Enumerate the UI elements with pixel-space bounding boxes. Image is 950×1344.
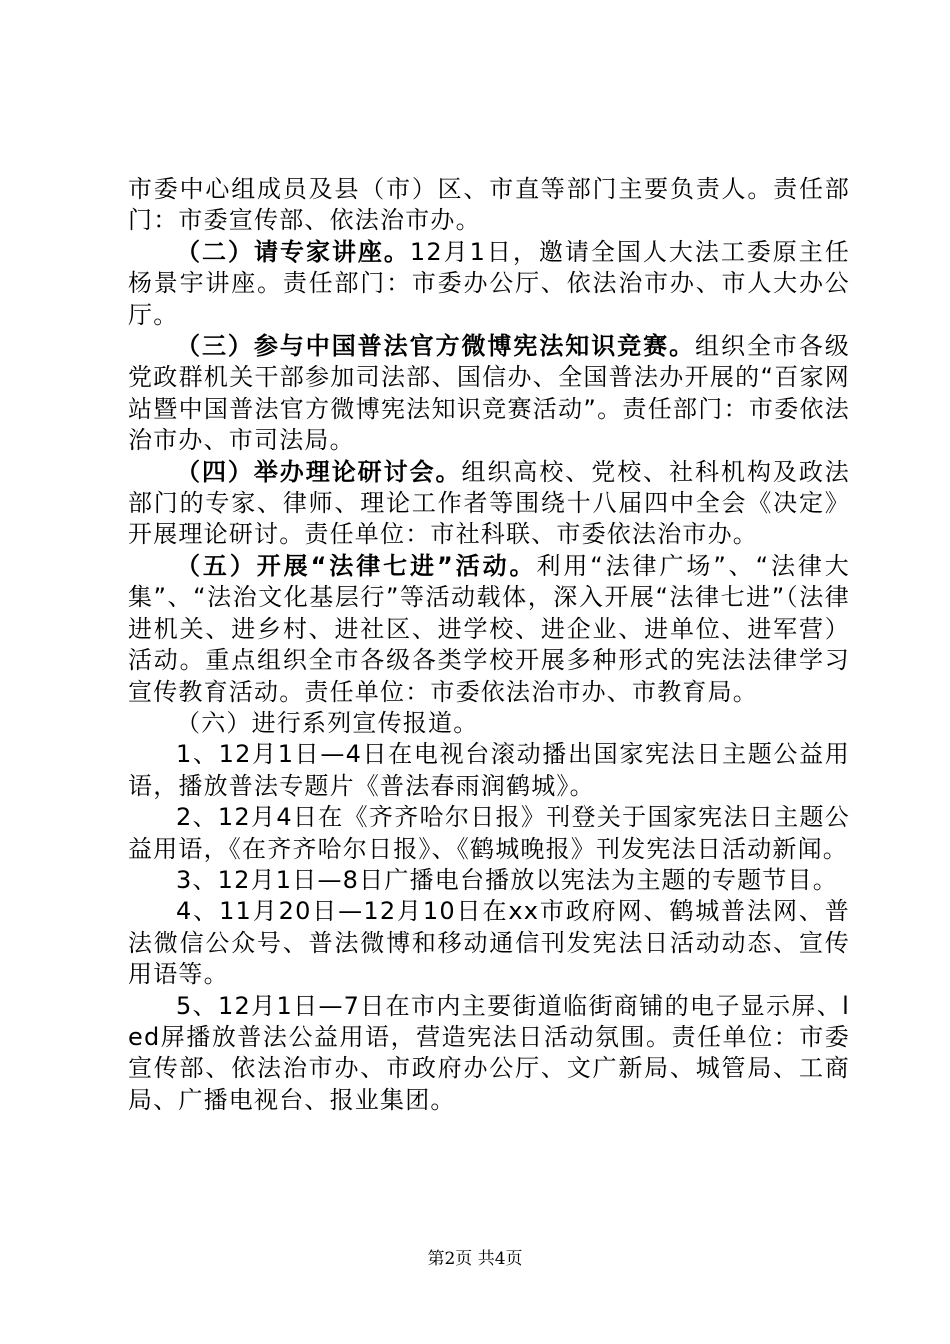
paragraph-5 [128, 551, 850, 708]
paragraph-8-text: 2、12月4日在《齐齐哈尔日报》刊登关于国家宪法日主题公益用语，《在齐齐哈尔日报》、《鹤城晚报》刊发宪法日活动新闻。 [128, 803, 850, 863]
paragraph-7-text: 1、12月1日—4日在电视台滚动播出国家宪法日主题公益用语，播放普法专题片《普法春雨润鹤城》。 [128, 740, 850, 800]
paragraph-11 [128, 991, 850, 1117]
page-number-footer: 第2页 共4页 [427, 1249, 523, 1269]
paragraph-3-heading: （三）参与中国普法官方微博宪法知识竞赛。 [176, 332, 696, 361]
paragraph-6 [128, 708, 850, 739]
paragraph-2 [128, 237, 850, 331]
paragraph-2-text: 12月1日，邀请全国人大法工委原主任杨景宇讲座。责任部门：市委办公厅、依法治市办、市人大办公厅。 [128, 237, 850, 329]
document-body [128, 174, 850, 1116]
paragraph-6-text: （六）进行系列宣传报道。 [176, 708, 479, 737]
paragraph-1-text: 市委中心组成员及县（市）区、市直等部门主要负责人。责任部门：市委宣传部、依法治市办。 [128, 175, 850, 235]
paragraph-10 [128, 896, 850, 990]
paragraph-3-text: 组织全市各级党政群机关干部参加司法部、国信办、全国普法办开展的“百家网站暨中国普法官方微博宪法知识竞赛活动”。责任部门：市委依法治市办、市司法局。 [128, 332, 851, 455]
paragraph-4 [128, 457, 850, 551]
paragraph-4-text: 组织高校、党校、社科机构及政法部门的专家、律师、理论工作者等围绕十八届四中全会《决定》开展理论研讨。责任单位：市社科联、市委依法治市办。 [128, 457, 851, 549]
paragraph-9-text: 3、12月1日—8日广播电台播放以宪法为主题的专题节目。 [176, 865, 838, 894]
paragraph-9 [128, 865, 850, 896]
paragraph-2-heading: （二）请专家讲座。 [176, 237, 410, 266]
paragraph-4-heading: （四）举办理论研讨会。 [176, 457, 462, 486]
paragraph-10-text: 4、11月20日—12月10日在xx市政府网、鹤城普法网、普法微信公众号、普法微博和移动通信刊发宪法日活动动态、宣传用语等。 [128, 897, 850, 989]
paragraph-3 [128, 331, 850, 457]
paragraph-5-heading: （五）开展“法律七进”活动。 [176, 551, 537, 580]
paragraph-7 [128, 739, 850, 802]
paragraph-1 [128, 174, 850, 237]
paragraph-11-text: 5、12月1日—7日在市内主要街道临街商铺的电子显示屏、led屏播放普法公益用语，营造宪法日活动氛围。责任单位：市委宣传部、依法治市办、市政府办公厅、文广新局、城管局、工商局、广播电视台、报业集团。 [128, 991, 850, 1114]
paragraph-5-text: 利用“法律广场”、“法律大集”、“法治文化基层行”等活动载体，深入开展“法律七进”（法律进机关、进乡村、进社区、进学校、进企业、进单位、进军营）活动。重点组织全市各级各类学校开展多种形式的宪法法律学习宣传教育活动。责任单位：市委依法治市办、市教育局。 [128, 551, 850, 706]
paragraph-8 [128, 802, 850, 865]
